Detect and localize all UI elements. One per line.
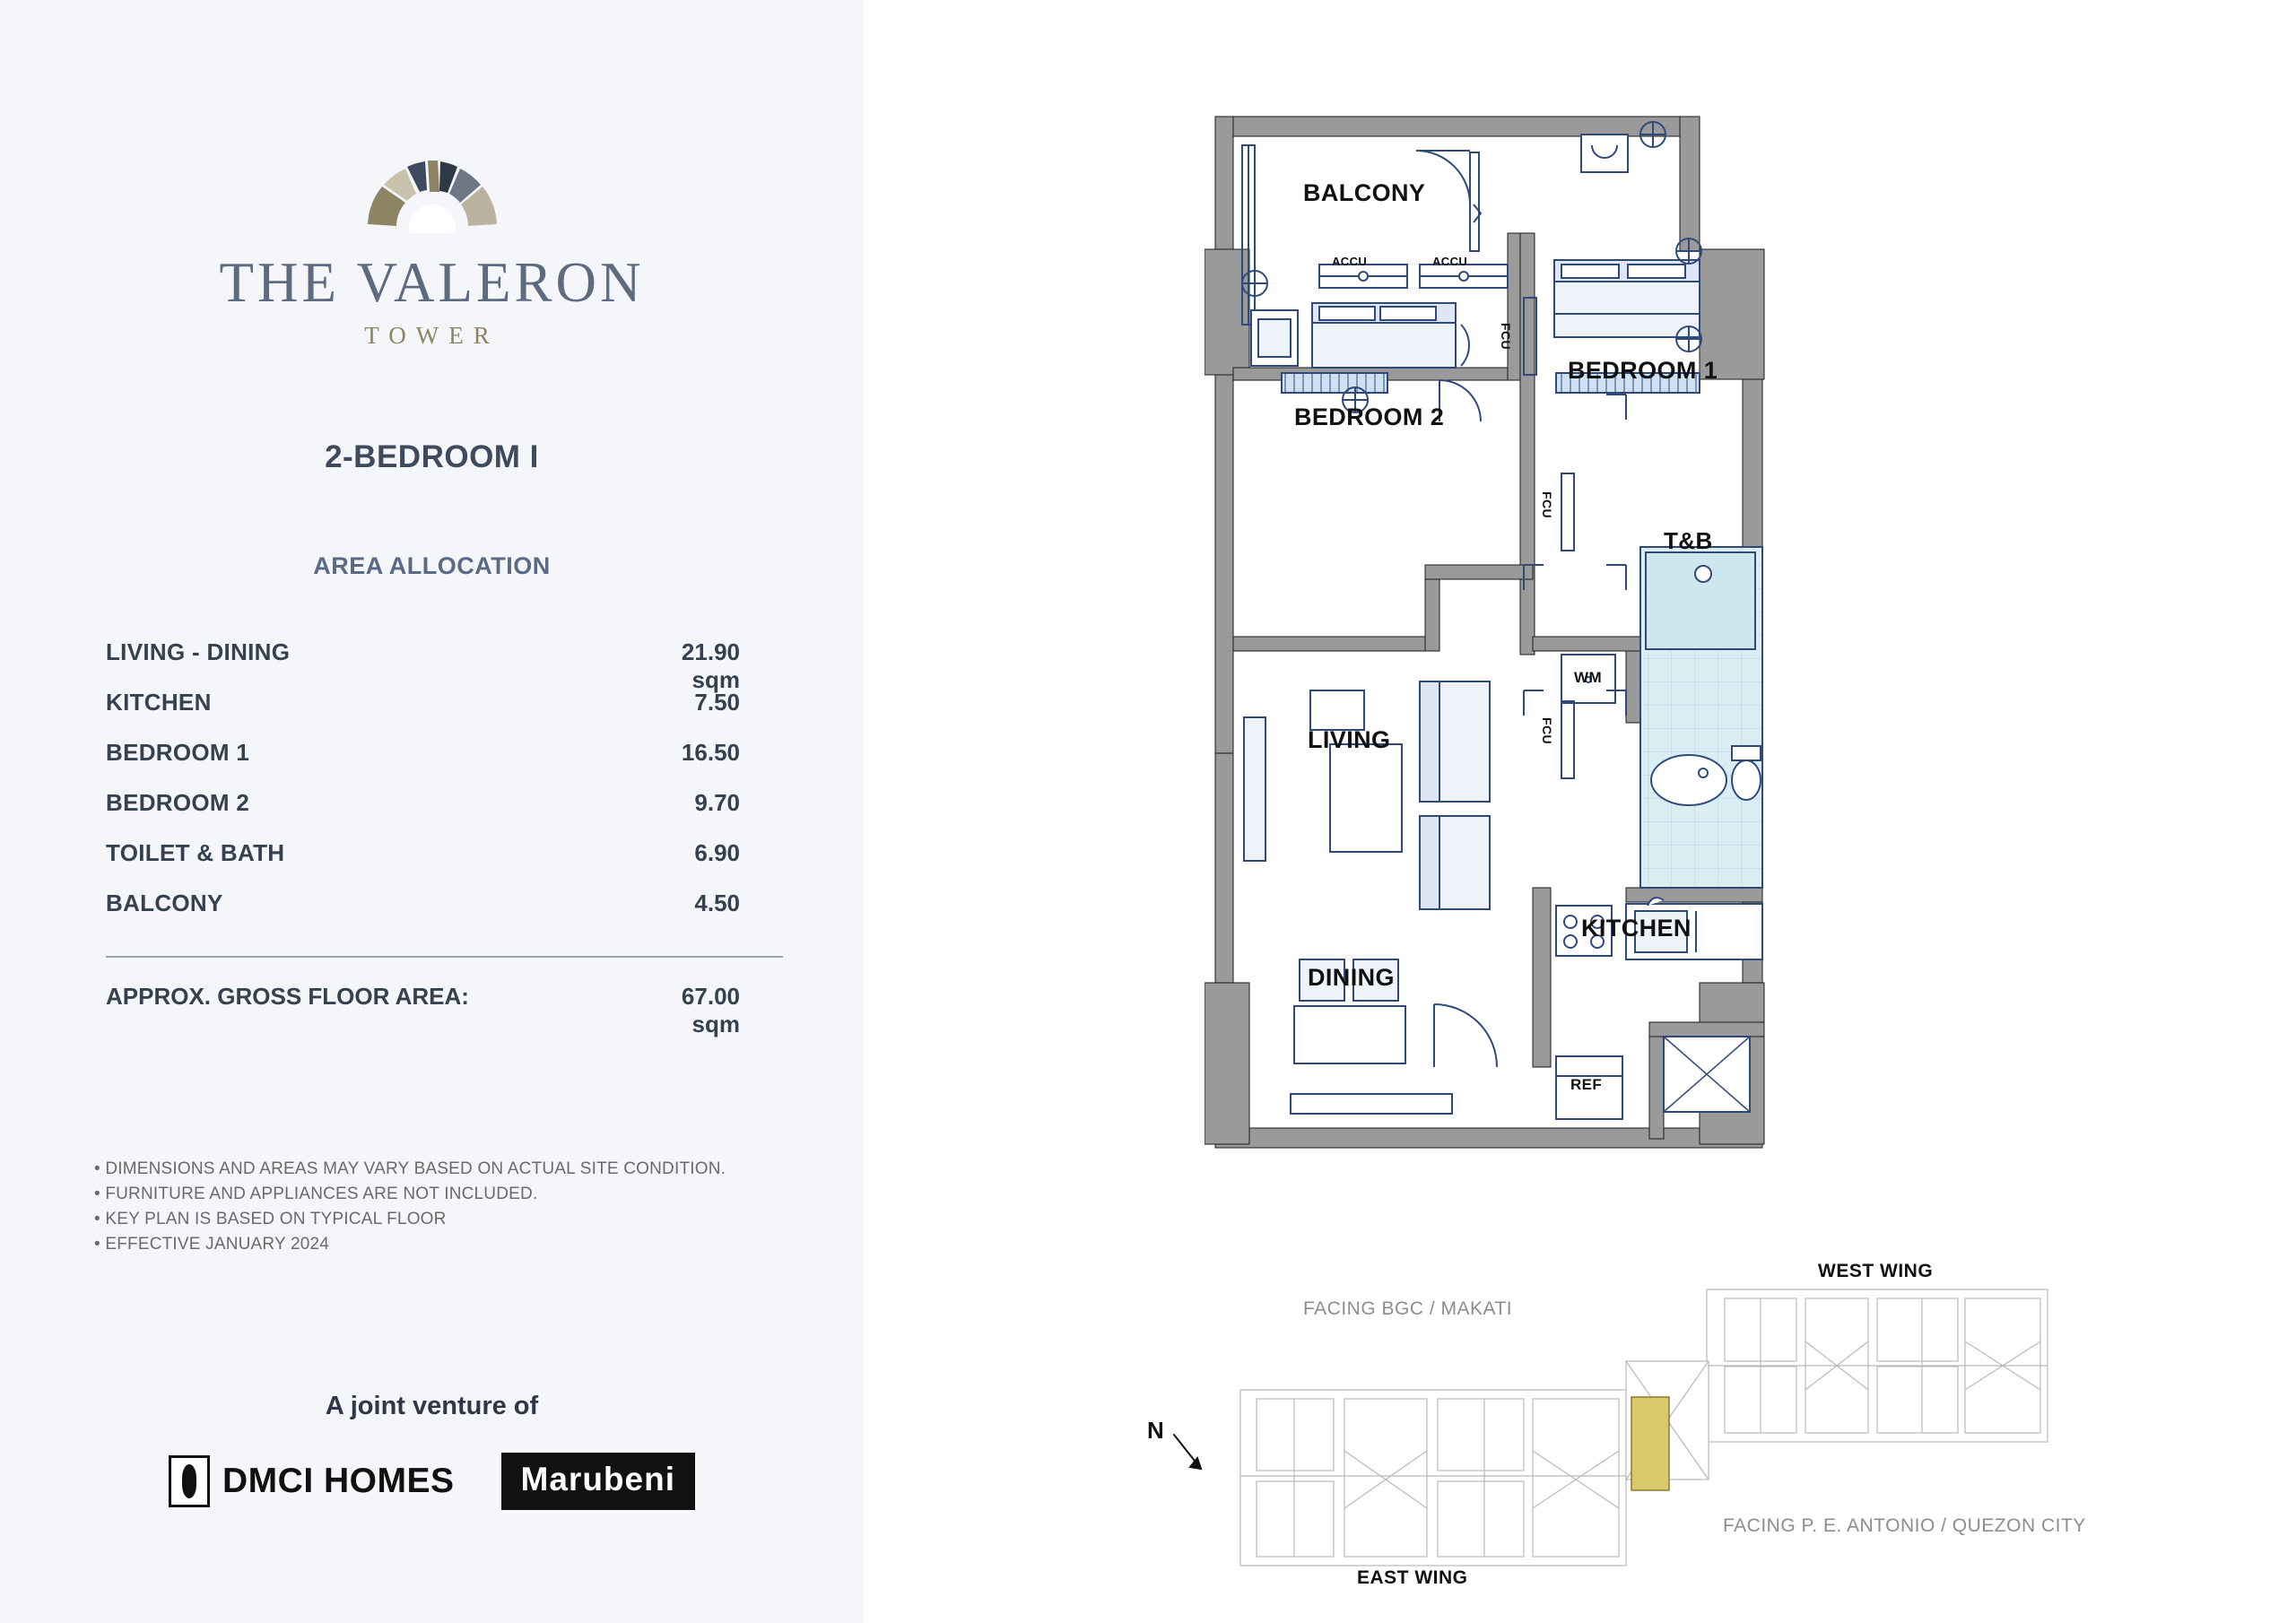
keyplan-facing-top: FACING BGC / MAKATI <box>1303 1298 1513 1319</box>
refrigerator-label: REF <box>1570 1076 1603 1093</box>
joint-venture-logos <box>0 1453 864 1510</box>
marubeni-logo: Marubeni <box>501 1453 695 1510</box>
room-label-living: LIVING <box>1308 726 1391 753</box>
room-label-bedroom-2: BEDROOM 2 <box>1294 404 1445 430</box>
key-plan <box>1133 1255 2209 1596</box>
accu-label-2: ACCU <box>1432 255 1468 268</box>
note-line: • EFFECTIVE JANUARY 2024 <box>94 1235 330 1254</box>
keyplan-east-wing-label: EAST WING <box>1357 1567 1468 1588</box>
note-line: • FURNITURE AND APPLIANCES ARE NOT INCLUDED. <box>94 1185 538 1203</box>
room-label-kitchen: KITCHEN <box>1581 915 1692 942</box>
area-value: 6.90 <box>694 839 740 866</box>
washing-machine-label: WM <box>1574 669 1603 686</box>
area-label: LIVING - DINING <box>106 638 291 665</box>
info-panel <box>0 0 864 1623</box>
keyplan-facing-bottom: FACING P. E. ANTONIO / QUEZON CITY <box>1723 1515 2086 1536</box>
room-label-bedroom-1: BEDROOM 1 <box>1568 357 1718 384</box>
page-title: 2-BEDROOM I <box>325 439 539 474</box>
table-row <box>106 839 783 890</box>
brand-logo <box>0 108 864 350</box>
area-label: TOILET & BATH <box>106 839 285 866</box>
area-value: 4.50 <box>694 890 740 916</box>
table-row <box>106 789 783 839</box>
note-line: • DIMENSIONS AND AREAS MAY VARY BASED ON ACTUAL SITE CONDITION. <box>94 1159 726 1178</box>
area-label: BEDROOM 1 <box>106 739 250 766</box>
area-label: BEDROOM 2 <box>106 789 250 816</box>
fan-emblem-icon <box>347 108 517 242</box>
divider <box>106 956 783 958</box>
dmci-homes-label: DMCI HOMES <box>222 1462 455 1500</box>
area-value: 7.50 <box>694 689 740 716</box>
plan-panel <box>864 0 2296 1623</box>
dmci-homes-logo <box>169 1455 455 1507</box>
area-value: 16.50 <box>681 739 740 766</box>
gross-floor-area-row <box>106 983 783 1038</box>
gross-floor-area-value: 67.00 sqm <box>681 983 740 1037</box>
room-label-balcony: BALCONY <box>1303 179 1426 206</box>
fcu-label-2: FCU <box>1540 491 1554 518</box>
brand-name: THE VALERON <box>219 251 645 314</box>
area-allocation-heading: AREA ALLOCATION <box>313 552 551 579</box>
brand-sub: TOWER <box>364 322 500 349</box>
table-row <box>106 739 783 789</box>
unit-floor-plan <box>1205 99 1850 1202</box>
dmci-mark-icon <box>169 1455 210 1507</box>
area-label: KITCHEN <box>106 689 212 716</box>
room-label-tb: T&B <box>1664 527 1713 554</box>
table-row <box>106 638 783 693</box>
accu-label-1: ACCU <box>1332 255 1368 268</box>
fcu-label-3: FCU <box>1540 717 1554 744</box>
room-label-dining: DINING <box>1308 964 1395 991</box>
joint-venture-label: A joint venture of <box>325 1392 539 1420</box>
fcu-label-1: FCU <box>1499 323 1513 350</box>
area-label: BALCONY <box>106 890 223 916</box>
keyplan-west-wing-label: WEST WING <box>1818 1261 1934 1281</box>
gross-floor-area-label: APPROX. GROSS FLOOR AREA: <box>106 983 469 1010</box>
area-value: 21.90 sqm <box>681 638 740 693</box>
note-line: • KEY PLAN IS BASED ON TYPICAL FLOOR <box>94 1210 447 1228</box>
area-allocation-table <box>106 638 783 1038</box>
table-row <box>106 890 783 940</box>
area-value: 9.70 <box>694 789 740 816</box>
table-row <box>106 689 783 739</box>
notes-block <box>94 1157 803 1257</box>
north-indicator-label: N <box>1147 1417 1164 1444</box>
